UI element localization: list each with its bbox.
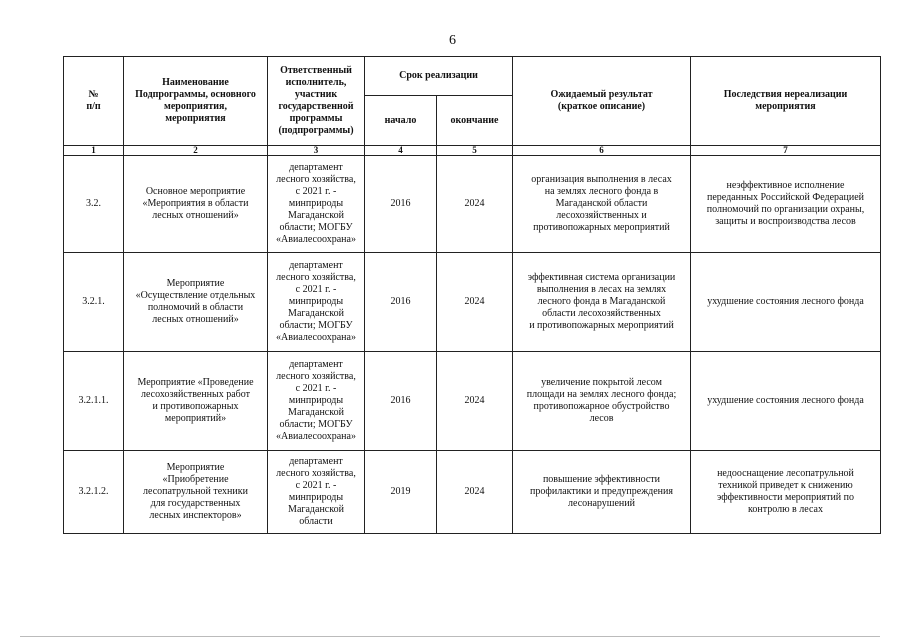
row-number: 3.2. xyxy=(64,156,124,253)
program-table xyxy=(63,56,881,534)
page-number: 6 xyxy=(449,33,456,48)
column-number: 7 xyxy=(691,146,881,156)
header-period: Срок реализации xyxy=(365,57,513,96)
row-start: 2016 xyxy=(365,253,437,352)
scan-edge-line xyxy=(20,636,880,637)
column-number: 6 xyxy=(513,146,691,156)
column-number: 1 xyxy=(64,146,124,156)
row-consequences: недооснащение лесопатрульной техникой приведет к снижению эффективности мероприятий по контролю в лесах xyxy=(691,451,881,534)
row-name: Основное мероприятие «Мероприятия в области лесных отношений» xyxy=(124,156,268,253)
row-start: 2016 xyxy=(365,156,437,253)
column-number-row xyxy=(64,146,881,156)
header-consequences: Последствия нереализации мероприятия xyxy=(691,57,881,146)
table-row xyxy=(64,352,881,451)
row-result: увеличение покрытой лесом площади на землях лесного фонда; противопожарное обустройство лесов xyxy=(513,352,691,451)
column-number: 2 xyxy=(124,146,268,156)
column-number: 3 xyxy=(268,146,365,156)
row-consequences: ухудшение состояния лесного фонда xyxy=(691,253,881,352)
header-result: Ожидаемый результат (краткое описание) xyxy=(513,57,691,146)
column-number: 4 xyxy=(365,146,437,156)
row-number: 3.2.1. xyxy=(64,253,124,352)
row-end: 2024 xyxy=(437,156,513,253)
header-end: окончание xyxy=(437,96,513,146)
header-start: начало xyxy=(365,96,437,146)
row-end: 2024 xyxy=(437,352,513,451)
row-executor: департамент лесного хозяйства, с 2021 г. - минприроды Магаданской области; МОГБУ «Авиалесоохрана» xyxy=(268,253,365,352)
row-start: 2019 xyxy=(365,451,437,534)
row-consequences: неэффективное исполнение переданных Российской Федерацией полномочий по организации охраны, защиты и воспроизводства лесов xyxy=(691,156,881,253)
header-row xyxy=(64,57,881,96)
row-name: Мероприятие «Проведение лесохозяйственных работ и противопожарных мероприятий» xyxy=(124,352,268,451)
row-consequences: ухудшение состояния лесного фонда xyxy=(691,352,881,451)
row-end: 2024 xyxy=(437,253,513,352)
row-executor: департамент лесного хозяйства, с 2021 г. - минприроды Магаданской области; МОГБУ «Авиалесоохрана» xyxy=(268,156,365,253)
row-executor: департамент лесного хозяйства, с 2021 г. - минприроды Магаданской области; МОГБУ «Авиалесоохрана» xyxy=(268,352,365,451)
table-row xyxy=(64,451,881,534)
row-number: 3.2.1.1. xyxy=(64,352,124,451)
row-end: 2024 xyxy=(437,451,513,534)
row-result: повышение эффективности профилактики и предупреждения лесонарушений xyxy=(513,451,691,534)
row-name: Мероприятие «Осуществление отдельных полномочий в области лесных отношений» xyxy=(124,253,268,352)
row-result: организация выполнения в лесах на землях лесного фонда в Магаданской области лесохозяйственных и противопожарных мероприятий xyxy=(513,156,691,253)
column-number: 5 xyxy=(437,146,513,156)
header-name: Наименование Подпрограммы, основного мероприятия, мероприятия xyxy=(124,57,268,146)
row-number: 3.2.1.2. xyxy=(64,451,124,534)
row-start: 2016 xyxy=(365,352,437,451)
header-executor: Ответственный исполнитель, участник государственной программы (подпрограммы) xyxy=(268,57,365,146)
row-name: Мероприятие «Приобретение лесопатрульной техники для государственных лесных инспекторов» xyxy=(124,451,268,534)
table-row xyxy=(64,156,881,253)
table-row xyxy=(64,253,881,352)
row-result: эффективная система организации выполнения в лесах на землях лесного фонда в Магаданской области лесохозяйственных и противопожарных мероприятий xyxy=(513,253,691,352)
row-executor: департамент лесного хозяйства, с 2021 г. - минприроды Магаданской области xyxy=(268,451,365,534)
header-number: № п/п xyxy=(64,57,124,146)
